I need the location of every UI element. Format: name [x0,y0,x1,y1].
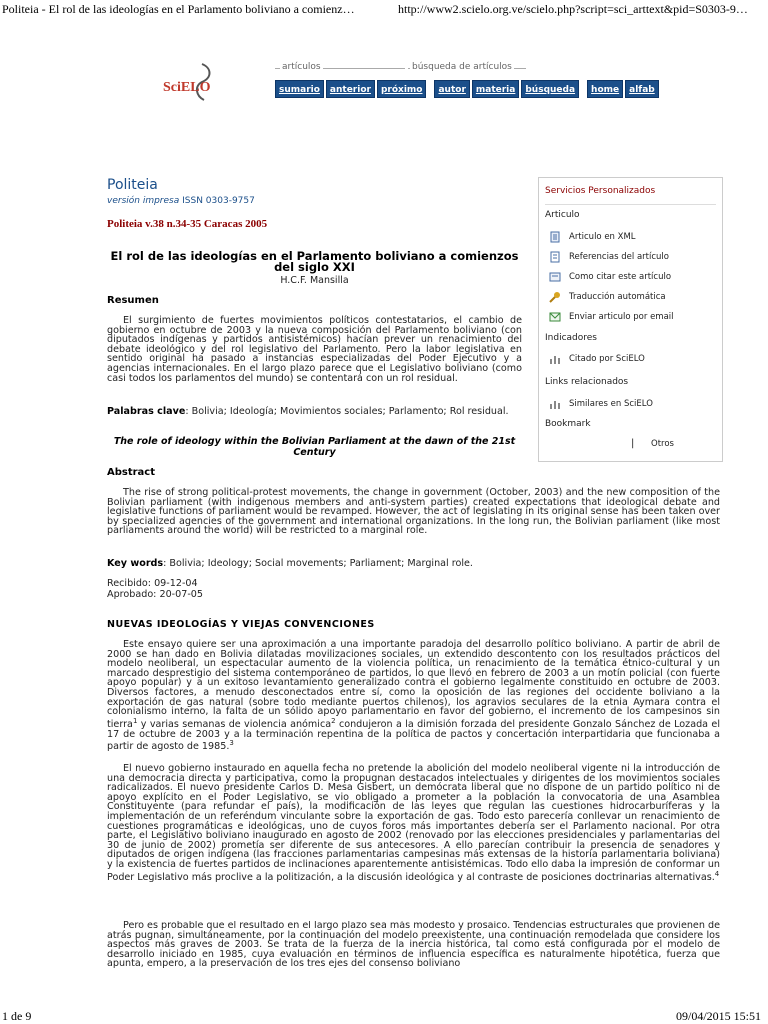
journal-version [107,196,255,206]
nav-toolbar [275,80,659,98]
version-label: versión impresa [107,196,180,206]
service-references-label: Referencias del artículo [569,252,669,262]
journal-name[interactable]: Politeia [107,177,158,193]
service-similar[interactable] [549,397,653,411]
abstract-paragraph: The rise of strong political-protest movements, the change in government (October, 2003) and the new composition of the Bolivian parliament (with indigenous members and anti-system parties) created expectations that ideological debate and legislative functions of parliament would be revamped. However, the act of legislating in its original sense has been taken over by specialized agencies of the government and international organizations. In the long run, the Bolivian parliament (like most parliaments around the world) will be restricted to a marginal role. [107,487,720,537]
nav-button-home[interactable]: home [587,80,623,98]
articulo-heading: Articulo [545,210,580,220]
nav-group-articulos: artículos [282,62,321,72]
scielo-logo[interactable] [160,60,216,110]
palabras-clave-label: Palabras clave [107,406,186,417]
links-heading: Links relacionados [545,377,629,387]
article-dates [107,578,203,600]
received-date: Recibido: 09-12-04 [107,578,198,589]
nav-button-autor[interactable]: autor [434,80,469,98]
nav-button-alfab[interactable]: alfab [625,80,659,98]
nav-button-sumario[interactable]: sumario [275,80,324,98]
service-cited-label: Citado por SciELO [569,354,645,364]
keywords-label: Key words [107,558,164,569]
body-paragraph-1 [107,640,720,752]
issue-citation: Politeia v.38 n.34-35 Caracas 2005 [107,218,268,230]
resumen-paragraph: El surgimiento de fuertes movimientos políticos contestatarios, el cambio de gobierno en octubre de 2003 y la nueva composición del Parlamento boliviano (con diputados indígenas y partidos antisistémicos) hacían prever un renacimiento del debate ideológico y del rol legislativo del Parlamento. Pero la labor legislativa en sentido original ha pasado a instancias especializadas del Poder Ejecutivo y a agencias internacionales. En el largo plazo parece que el Legislativo boliviano (como casi todos los parlamentos del mundo) se contentará con un rol residual. [107,315,522,384]
nav-group-busqueda: búsqueda de artículos [412,62,512,72]
service-email[interactable] [549,310,674,324]
p1-text-b: y varias semanas de violencia anómica [137,718,332,730]
service-translate-label: Traducción automática [569,292,666,302]
bookmark-heading: Bookmark [545,419,591,429]
resumen-heading: Resumen [107,295,159,306]
print-url: http://www2.scielo.org.ve/scielo.php?script=sci_arttext&pid=S0303-9… [398,2,748,16]
journal-issn: ISSN 0303-9757 [182,196,255,206]
article-author: H.C.F. Mansilla [280,275,349,286]
body-paragraph-3: Pero es probable que el resultado en el largo plazo sea más modesto y prosaico. Tendencias estructurales que provienen de atrás pugnan, simultáneamente, por la continuación del modelo preexistente, una continuación remodelada que considere los aspectos más graves de 2003. Se trata de la fuerza de la inercia histórica, tal como está configurada por el modelo de desarrollo iniciado en 1985, cuya evaluación en términos de influencia específica es naturalmente hipotética, fuerza que apunta, empero, a la preservación de los tres ejes del consenso boliviano [107,921,720,970]
p2-text: El nuevo gobierno instaurado en aquella fecha no pretende la abolición del modelo neoliberal vigente ni la introducción de una democracia directa y participativa, como la propugnan destacados intelectuales y dirigentes de los movimientos sociales radicalizados. El nuevo presidente Carlos D. Mesa Gisbert, un demócrata liberal que no dispone de un partido político ni de apoyo explícito en el Poder Legislativo, se vio obligado a prometer a la población la convocatoria de una Asamblea Constituyente (para refundar el país), la modificación de las leyes que regulan las cuestiones hidrocarburíferas y la implementación de un referéndum vinculante sobre la exportación de gas. Todo esto parecería conllevar un renacimiento de cuestiones programáticas e ideológicas, uno de cuyos foros más importantes debería ser el Parlamento nacional. Por otra parte, el Legislativo boliviano inaugurado en agosto de 2002 (renovado por las elecciones presidenciales y parlamentarias del 30 de junio de 2002) prometía ser diferente de sus antecesores. A ello parecían contribuir la presencia de senadores y diputados de origen indígena (las fracciones parlamentarias campesinas más extensas de la historia parlamentaria boliviana) y la existencia de fuertes partidos de inclinaciones aparentemente antisistémicas. Todo ello daba la impresión de conformar un Poder Legislativo más proclive a la politización, a la discusión ideológica y al contraste de posiciones doctrinarias alternativas. [107,763,720,883]
bookmark-separator: | [631,438,635,449]
xml-document-icon [549,231,561,243]
body-paragraph-2 [107,764,720,882]
print-page-title: Politeia - El rol de las ideologías en el Parlamento boliviano a comienz… [2,2,355,16]
bookmark-otros[interactable]: Otros [651,439,674,449]
citation-icon [549,271,561,283]
service-cite-label: Como citar este artículo [569,272,672,282]
english-title: The role of ideology within the Bolivian Parliament at the dawn of the 21st Century [113,436,516,458]
print-header [0,0,768,18]
services-divider [545,204,716,205]
service-email-label: Enviar articulo por email [569,312,674,322]
service-xml[interactable] [549,230,636,244]
print-page-number: 1 de 9 [2,1009,32,1023]
service-xml-label: Articulo en XML [569,232,636,242]
section-title: NUEVAS IDEOLOGÍAS Y VIEJAS CONVENCIONES [107,619,375,630]
service-similar-label: Similares en SciELO [569,399,653,409]
services-panel [538,177,723,462]
services-title: Servicios Personalizados [545,186,656,196]
print-datetime: 09/04/2015 15:51 [676,1009,762,1023]
footnote-2[interactable]: 2 [331,716,336,725]
footnote-1[interactable]: 1 [132,716,138,725]
p1-text-a: Este ensayo quiere ser una aproximación a una importante paradoja del desarrollo político boliviano. A partir de abril de 2000 se han dado en Bolivia dilatadas movilizaciones sociales, un extendido descontento con los resultados prácticos del modelo neoliberal, un espectacular aumento de la violencia política, un renacimiento de la temática étnico-cultural y un marcado desprestigio del sistema contemporáneo de partidos, lo que llevó en febrero de 2003 a un motín policial (con fuerte apoyo popular) y a un exitoso levantamiento generalizado contra el gobierno legalmente constituido en octubre de 2003. Diversos factores, a menudo desconectados entre sí, como la oposición de las regiones del occidente boliviano a la exportación de gas natural (sobre todo mediante puertos chilenos), los agravios seculares de la etnia Aymara contra el colonialismo interno, la falta de un sólido apoyo parlamentario en favor del gobierno, el incremento de los campesinos sin tierra [107,639,720,730]
service-cite[interactable] [549,270,671,284]
indicadores-heading: Indicadores [545,333,597,343]
service-translate[interactable] [549,290,666,304]
service-references[interactable] [549,250,669,264]
palabras-clave-list: : Bolivia; Ideología; Movimientos sociales; Parlamento; Rol residual. [185,406,509,417]
scielo-logo-text: SciELO [163,80,211,95]
p1-text-c: condujeron a la dimisión forzada del presidente Gonzalo Sánchez de Lozada el 17 de octubre de 2003 y a la terminación repentina de la política de pactos y concertación interpartidaria que funcionaba a partir de agosto de 1985. [107,718,720,753]
cited-bar-chart-icon [549,353,561,365]
references-icon [549,251,561,263]
approved-date: Aprobado: 20-07-05 [107,589,204,600]
service-cited[interactable] [549,352,645,366]
similar-bar-chart-icon [549,398,561,410]
keywords-list: : Bolivia; Ideology; Social movements; Parliament; Marginal role. [163,558,473,569]
abstract-heading: Abstract [107,467,156,478]
keywords [107,559,720,569]
article-title: El rol de las ideologías en el Parlamento boliviano a comienzos del siglo XXI [110,249,519,274]
footnote-3[interactable]: 3 [229,739,234,748]
translate-key-icon [549,291,561,303]
email-icon [549,311,561,323]
nav-button-anterior[interactable]: anterior [326,80,375,98]
nav-button-busqueda[interactable]: búsqueda [521,80,579,98]
palabras-clave [107,407,522,417]
nav-button-materia[interactable]: materia [472,80,519,98]
print-footer [0,1007,768,1024]
footnote-4[interactable]: 4 [714,869,720,878]
nav-button-proximo[interactable]: próximo [377,80,427,98]
